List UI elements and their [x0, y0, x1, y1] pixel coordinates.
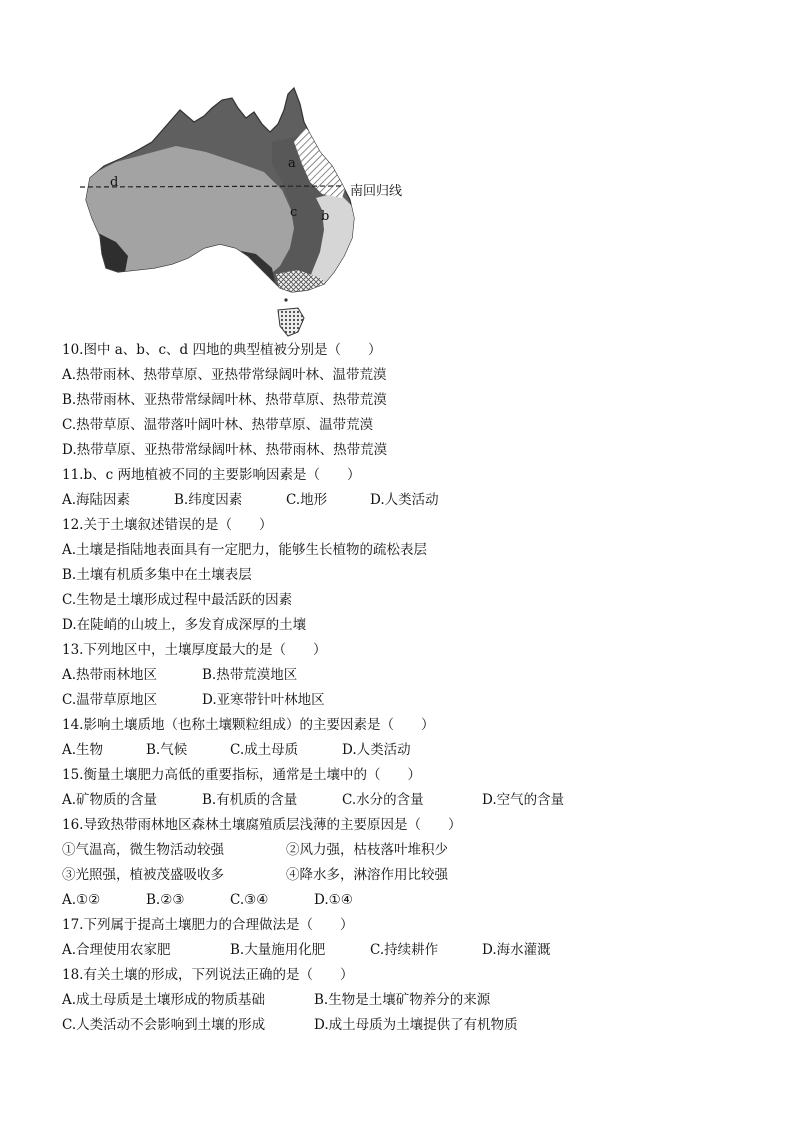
question-15-stem: 15.衡量土壤肥力高低的重要指标，通常是土壤中的（ ）	[62, 767, 421, 783]
question-12-option-c: C.生物是土壤形成过程中最活跃的因素	[62, 592, 293, 608]
question-10-option-c: C.热带草原、温带落叶阔叶林、热带草原、温带荒漠	[62, 417, 374, 433]
map-label-a: a	[288, 156, 296, 171]
question-13-option-c: C.温带草原地区	[62, 692, 158, 708]
question-14-option-b: B.气候	[146, 742, 188, 758]
question-14-option-d: D.人类活动	[342, 742, 411, 758]
question-17-option-c: C.持续耕作	[370, 942, 439, 958]
question-11-options	[62, 488, 742, 513]
question-16-statement-2: ②风力强，枯枝落叶堆积少	[286, 842, 448, 858]
question-18-option-d: D.成土母质为土壤提供了有机物质	[314, 1017, 518, 1033]
question-13-option-d: D.亚寒带针叶林地区	[202, 692, 325, 708]
question-17-option-b: B.大量施用化肥	[230, 942, 326, 958]
question-18-option-c: C.人类活动不会影响到土壤的形成	[62, 1017, 266, 1033]
question-13-option-a: A.热带雨林地区	[62, 667, 158, 683]
question-13-options-row1	[62, 663, 742, 688]
question-12-stem: 12.关于土壤叙述错误的是（ ）	[62, 517, 273, 533]
tasmania	[278, 308, 304, 336]
question-12-option-b: B.土壤有机质多集中在土壤表层	[62, 567, 252, 583]
question-16-statement-3: ③光照强，植被茂盛吸收多	[62, 867, 224, 883]
question-list	[62, 338, 742, 1038]
question-14-options	[62, 738, 742, 763]
question-16-stem: 16.导致热带雨林地区森林土壤腐殖质层浅薄的主要原因是（ ）	[62, 817, 462, 833]
question-17-option-d: D.海水灌溉	[482, 942, 551, 958]
map-label-b: b	[321, 209, 330, 224]
question-14-stem: 14.影响土壤质地（也称土壤颗粒组成）的主要因素是（ ）	[62, 717, 435, 733]
question-18-option-a: A.成土母质是土壤形成的物质基础	[62, 992, 266, 1008]
question-18-options-row2	[62, 1013, 742, 1038]
map-figure	[76, 82, 436, 342]
question-11-option-d: D.人类活动	[370, 492, 439, 508]
question-13-options-row2	[62, 688, 742, 713]
question-16-statements-row1	[62, 838, 742, 863]
question-18-options-row1	[62, 988, 742, 1013]
question-18-stem: 18.有关土壤的形成，下列说法正确的是（ ）	[62, 967, 354, 983]
question-15-option-b: B.有机质的含量	[202, 792, 298, 808]
australia-vegetation-map	[76, 82, 436, 342]
map-label-c: c	[290, 205, 298, 220]
question-16-statements-row2	[62, 863, 742, 888]
question-14-option-a: A.生物	[62, 742, 104, 758]
question-16-option-b: B.②③	[146, 892, 185, 908]
question-17-stem: 17.下列属于提高土壤肥力的合理做法是（ ）	[62, 917, 354, 933]
question-10-stem: 10.图中 a、b、c、d 四地的典型植被分别是（ ）	[62, 342, 382, 358]
question-17-option-a: A.合理使用农家肥	[62, 942, 171, 958]
question-16-option-a: A.①②	[62, 892, 101, 908]
question-17-options	[62, 938, 742, 963]
question-16-option-c: C.③④	[230, 892, 269, 908]
question-11-option-b: B.纬度因素	[174, 492, 243, 508]
question-11-option-a: A.海陆因素	[62, 492, 131, 508]
tropic-label: 南回归线	[350, 184, 403, 199]
question-16-option-d: D.①④	[314, 892, 353, 908]
map-label-d: d	[110, 175, 119, 190]
question-12-option-a: A.土壤是指陆地表面具有一定肥力，能够生长植物的疏松表层	[62, 542, 428, 558]
islet	[284, 298, 287, 301]
question-18-option-b: B.生物是土壤矿物养分的来源	[314, 992, 491, 1008]
question-15-options	[62, 788, 742, 813]
question-15-option-c: C.水分的含量	[342, 792, 424, 808]
question-10-option-a: A.热带雨林、热带草原、亚热带常绿阔叶林、温带荒漠	[62, 367, 387, 383]
question-11-stem: 11.b、c 两地植被不同的主要影响因素是（ ）	[62, 467, 361, 483]
question-16-statement-4: ④降水多，淋溶作用比较强	[286, 867, 448, 883]
question-15-option-d: D.空气的含量	[482, 792, 565, 808]
question-13-option-b: B.热带荒漠地区	[202, 667, 298, 683]
question-16-options	[62, 888, 742, 913]
question-11-option-c: C.地形	[286, 492, 328, 508]
question-12-option-d: D.在陡峭的山坡上，多发育成深厚的土壤	[62, 617, 307, 633]
question-14-option-c: C.成土母质	[230, 742, 299, 758]
question-16-statement-1: ①气温高，微生物活动较强	[62, 842, 224, 858]
question-10-option-b: B.热带雨林、亚热带常绿阔叶林、热带草原、热带荒漠	[62, 392, 387, 408]
question-13-stem: 13.下列地区中，土壤厚度最大的是（ ）	[62, 642, 327, 658]
question-10-option-d: D.热带草原、亚热带常绿阔叶林、热带雨林、热带荒漠	[62, 442, 388, 458]
question-15-option-a: A.矿物质的含量	[62, 792, 158, 808]
